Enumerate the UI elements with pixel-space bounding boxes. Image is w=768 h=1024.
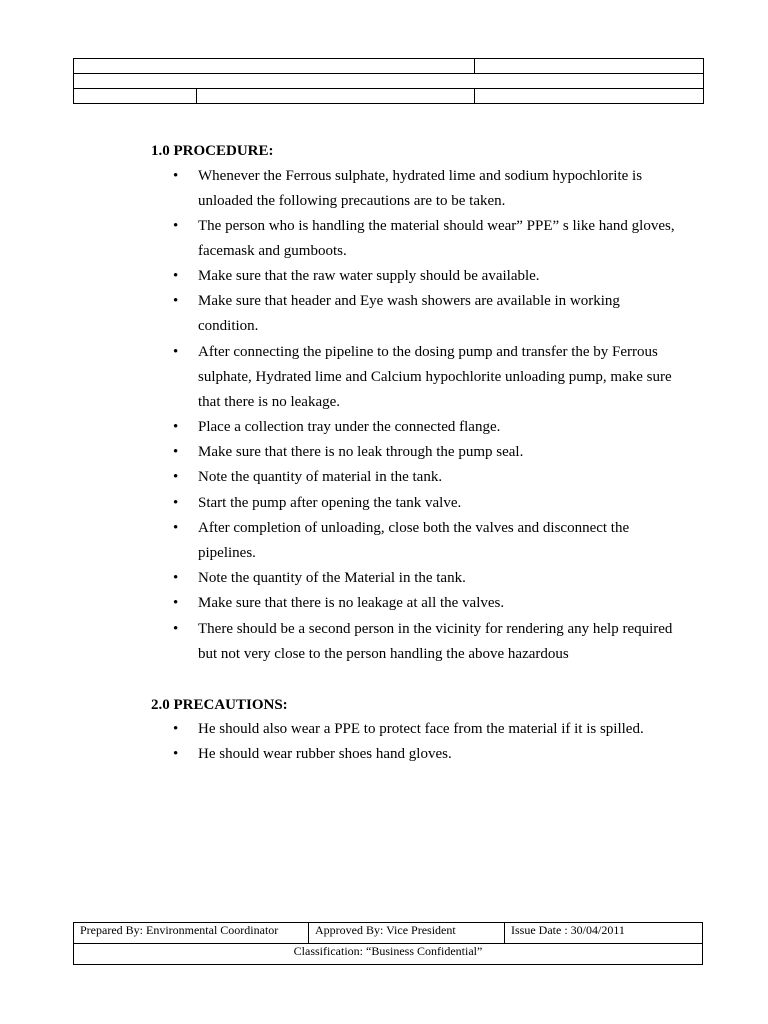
list-item-text: Make sure that there is no leak through the pump seal. xyxy=(198,444,524,460)
header-row-3 xyxy=(74,89,704,104)
bullet-icon: • xyxy=(173,168,179,184)
bullet-icon: • xyxy=(173,520,179,536)
header-cell xyxy=(74,89,197,104)
header-row-1 xyxy=(74,59,704,74)
list-item-text: Make sure that header and Eye wash showers are available in working condition. xyxy=(198,293,620,334)
prepared-by: Prepared By: Environmental Coordinator xyxy=(74,923,309,944)
list-item-text: The person who is handling the material should wear” PPE” s like hand gloves, facemask and gumboots. xyxy=(198,218,675,259)
header-row-2 xyxy=(74,74,704,89)
footer-row-signoff xyxy=(74,923,703,944)
list-item-text: He should also wear a PPE to protect face from the material if it is spilled. xyxy=(198,721,644,737)
bullet-icon: • xyxy=(173,570,179,586)
document-header-table xyxy=(73,58,704,104)
bullet-icon: • xyxy=(173,218,179,234)
list-item-text: After completion of unloading, close both the valves and disconnect the pipelines. xyxy=(198,520,630,561)
list-item-text: After connecting the pipeline to the dosing pump and transfer the by Ferrous sulphate, Hydrated lime and Calcium hypochlorite unloading pump, make sure that there is no leakage. xyxy=(198,344,672,410)
bullet-icon: • xyxy=(173,344,179,360)
list-item-text: Note the quantity of the Material in the tank. xyxy=(198,570,466,586)
bullet-icon: • xyxy=(173,746,179,762)
list-item-text: Note the quantity of material in the tank. xyxy=(198,469,443,485)
bullet-icon: • xyxy=(173,721,179,737)
header-cell xyxy=(74,59,475,74)
header-cell xyxy=(475,89,704,104)
list-item-text: Place a collection tray under the connected flange. xyxy=(198,419,501,435)
bullet-icon: • xyxy=(173,495,179,511)
list-item-text: Make sure that there is no leakage at all the valves. xyxy=(198,595,505,611)
list-item-text: There should be a second person in the vicinity for rendering any help required but not very close to the person handling the above hazardous xyxy=(198,621,673,662)
bullet-icon: • xyxy=(173,595,179,611)
header-cell xyxy=(197,89,475,104)
header-cell xyxy=(74,74,704,89)
classification: Classification: “Business Confidential” xyxy=(74,944,703,965)
bullet-icon: • xyxy=(173,419,179,435)
section-heading-procedure: 1.0 PROCEDURE: xyxy=(151,143,274,159)
bullet-icon: • xyxy=(173,469,179,485)
list-item-text: He should wear rubber shoes hand gloves. xyxy=(198,746,452,762)
issue-date: Issue Date : 30/04/2011 xyxy=(505,923,703,944)
document-footer-table xyxy=(73,922,703,965)
bullet-icon: • xyxy=(173,268,179,284)
bullet-icon: • xyxy=(173,293,179,309)
header-cell xyxy=(475,59,704,74)
list-item-text: Whenever the Ferrous sulphate, hydrated lime and sodium hypochlorite is unloaded the following precautions are to be taken. xyxy=(198,168,643,209)
approved-by: Approved By: Vice President xyxy=(309,923,505,944)
list-item-text: Make sure that the raw water supply should be available. xyxy=(198,268,540,284)
bullet-icon: • xyxy=(173,444,179,460)
bullet-icon: • xyxy=(173,621,179,637)
footer-row-classification xyxy=(74,944,703,965)
list-item-text: Start the pump after opening the tank valve. xyxy=(198,495,462,511)
section-heading-precautions: 2.0 PRECAUTIONS: xyxy=(151,697,288,713)
